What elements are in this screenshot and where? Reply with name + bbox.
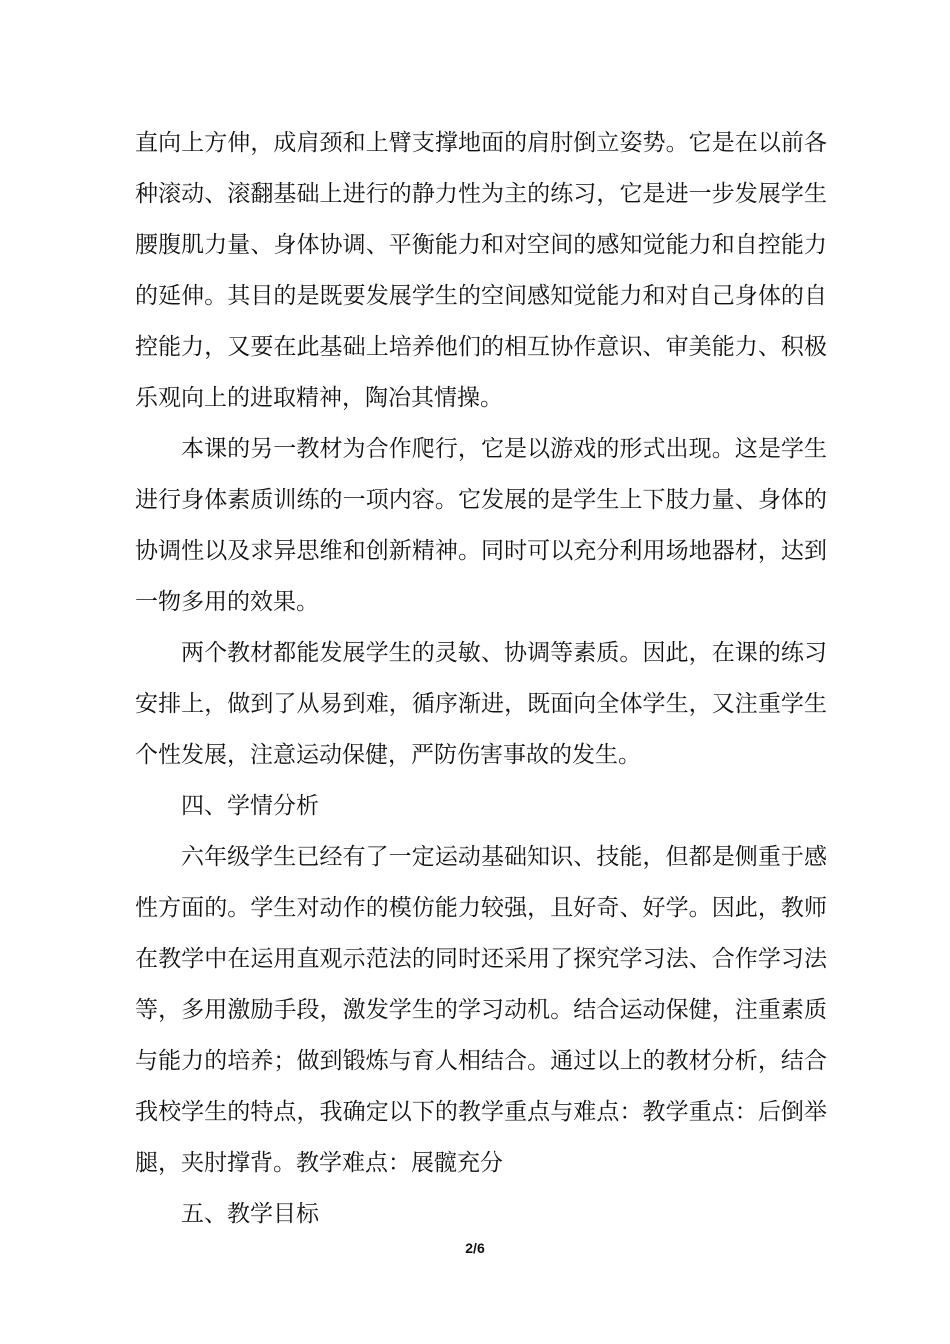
page-number: 2/6 — [465, 1240, 485, 1256]
text-line: 腿，夹肘撑背。教学难点：展髋充分 — [135, 1150, 503, 1176]
text-line: 个性发展，注意运动保健，严防伤害事故的发生。 — [135, 742, 641, 768]
text-line: 等，多用激励手段，激发学生的学习动机。结合运动保健，注重素质 — [135, 997, 827, 1023]
text-line: 进行身体素质训练的一项内容。它发展的是学生上下肢力量、身体的 — [135, 487, 827, 513]
text-line: 一物多用的效果。 — [135, 589, 319, 615]
text-line: 六年级学生已经有了一定运动基础知识、技能，但都是侧重于感 — [181, 844, 827, 870]
text-line: 与能力的培养；做到锻炼与育人相结合。通过以上的教材分析，结合 — [135, 1048, 827, 1074]
text-line: 我校学生的特点，我确定以下的教学重点与难点：教学重点：后倒举 — [135, 1099, 827, 1125]
text-line: 性方面的。学生对动作的模仿能力较强，且好奇、好学。因此，教师 — [135, 895, 827, 921]
text-line: 乐观向上的进取精神，陶冶其情操。 — [135, 385, 503, 411]
text-line: 本课的另一教材为合作爬行，它是以游戏的形式出现。这是学生 — [181, 436, 827, 462]
text-line: 腰腹肌力量、身体协调、平衡能力和对空间的感知觉能力和自控能力 — [135, 232, 827, 258]
section-heading: 五、教学目标 — [181, 1201, 319, 1227]
text-line: 协调性以及求异思维和创新精神。同时可以充分利用场地器材，达到 — [135, 538, 827, 564]
text-line: 的延伸。其目的是既要发展学生的空间感知觉能力和对自己身体的自 — [135, 283, 827, 309]
text-line: 种滚动、滚翻基础上进行的静力性为主的练习，它是进一步发展学生 — [135, 181, 827, 207]
text-line: 控能力，又要在此基础上培养他们的相互协作意识、审美能力、积极 — [135, 334, 827, 360]
section-heading: 四、学情分析 — [181, 793, 319, 819]
text-line: 直向上方伸，成肩颈和上臂支撑地面的肩肘倒立姿势。它是在以前各 — [135, 130, 827, 156]
text-line: 安排上，做到了从易到难，循序渐进，既面向全体学生，又注重学生 — [135, 691, 827, 717]
document-body — [135, 118, 827, 1240]
text-line: 在教学中在运用直观示范法的同时还采用了探究学习法、合作学习法 — [135, 946, 827, 972]
text-line: 两个教材都能发展学生的灵敏、协调等素质。因此，在课的练习 — [181, 640, 827, 666]
